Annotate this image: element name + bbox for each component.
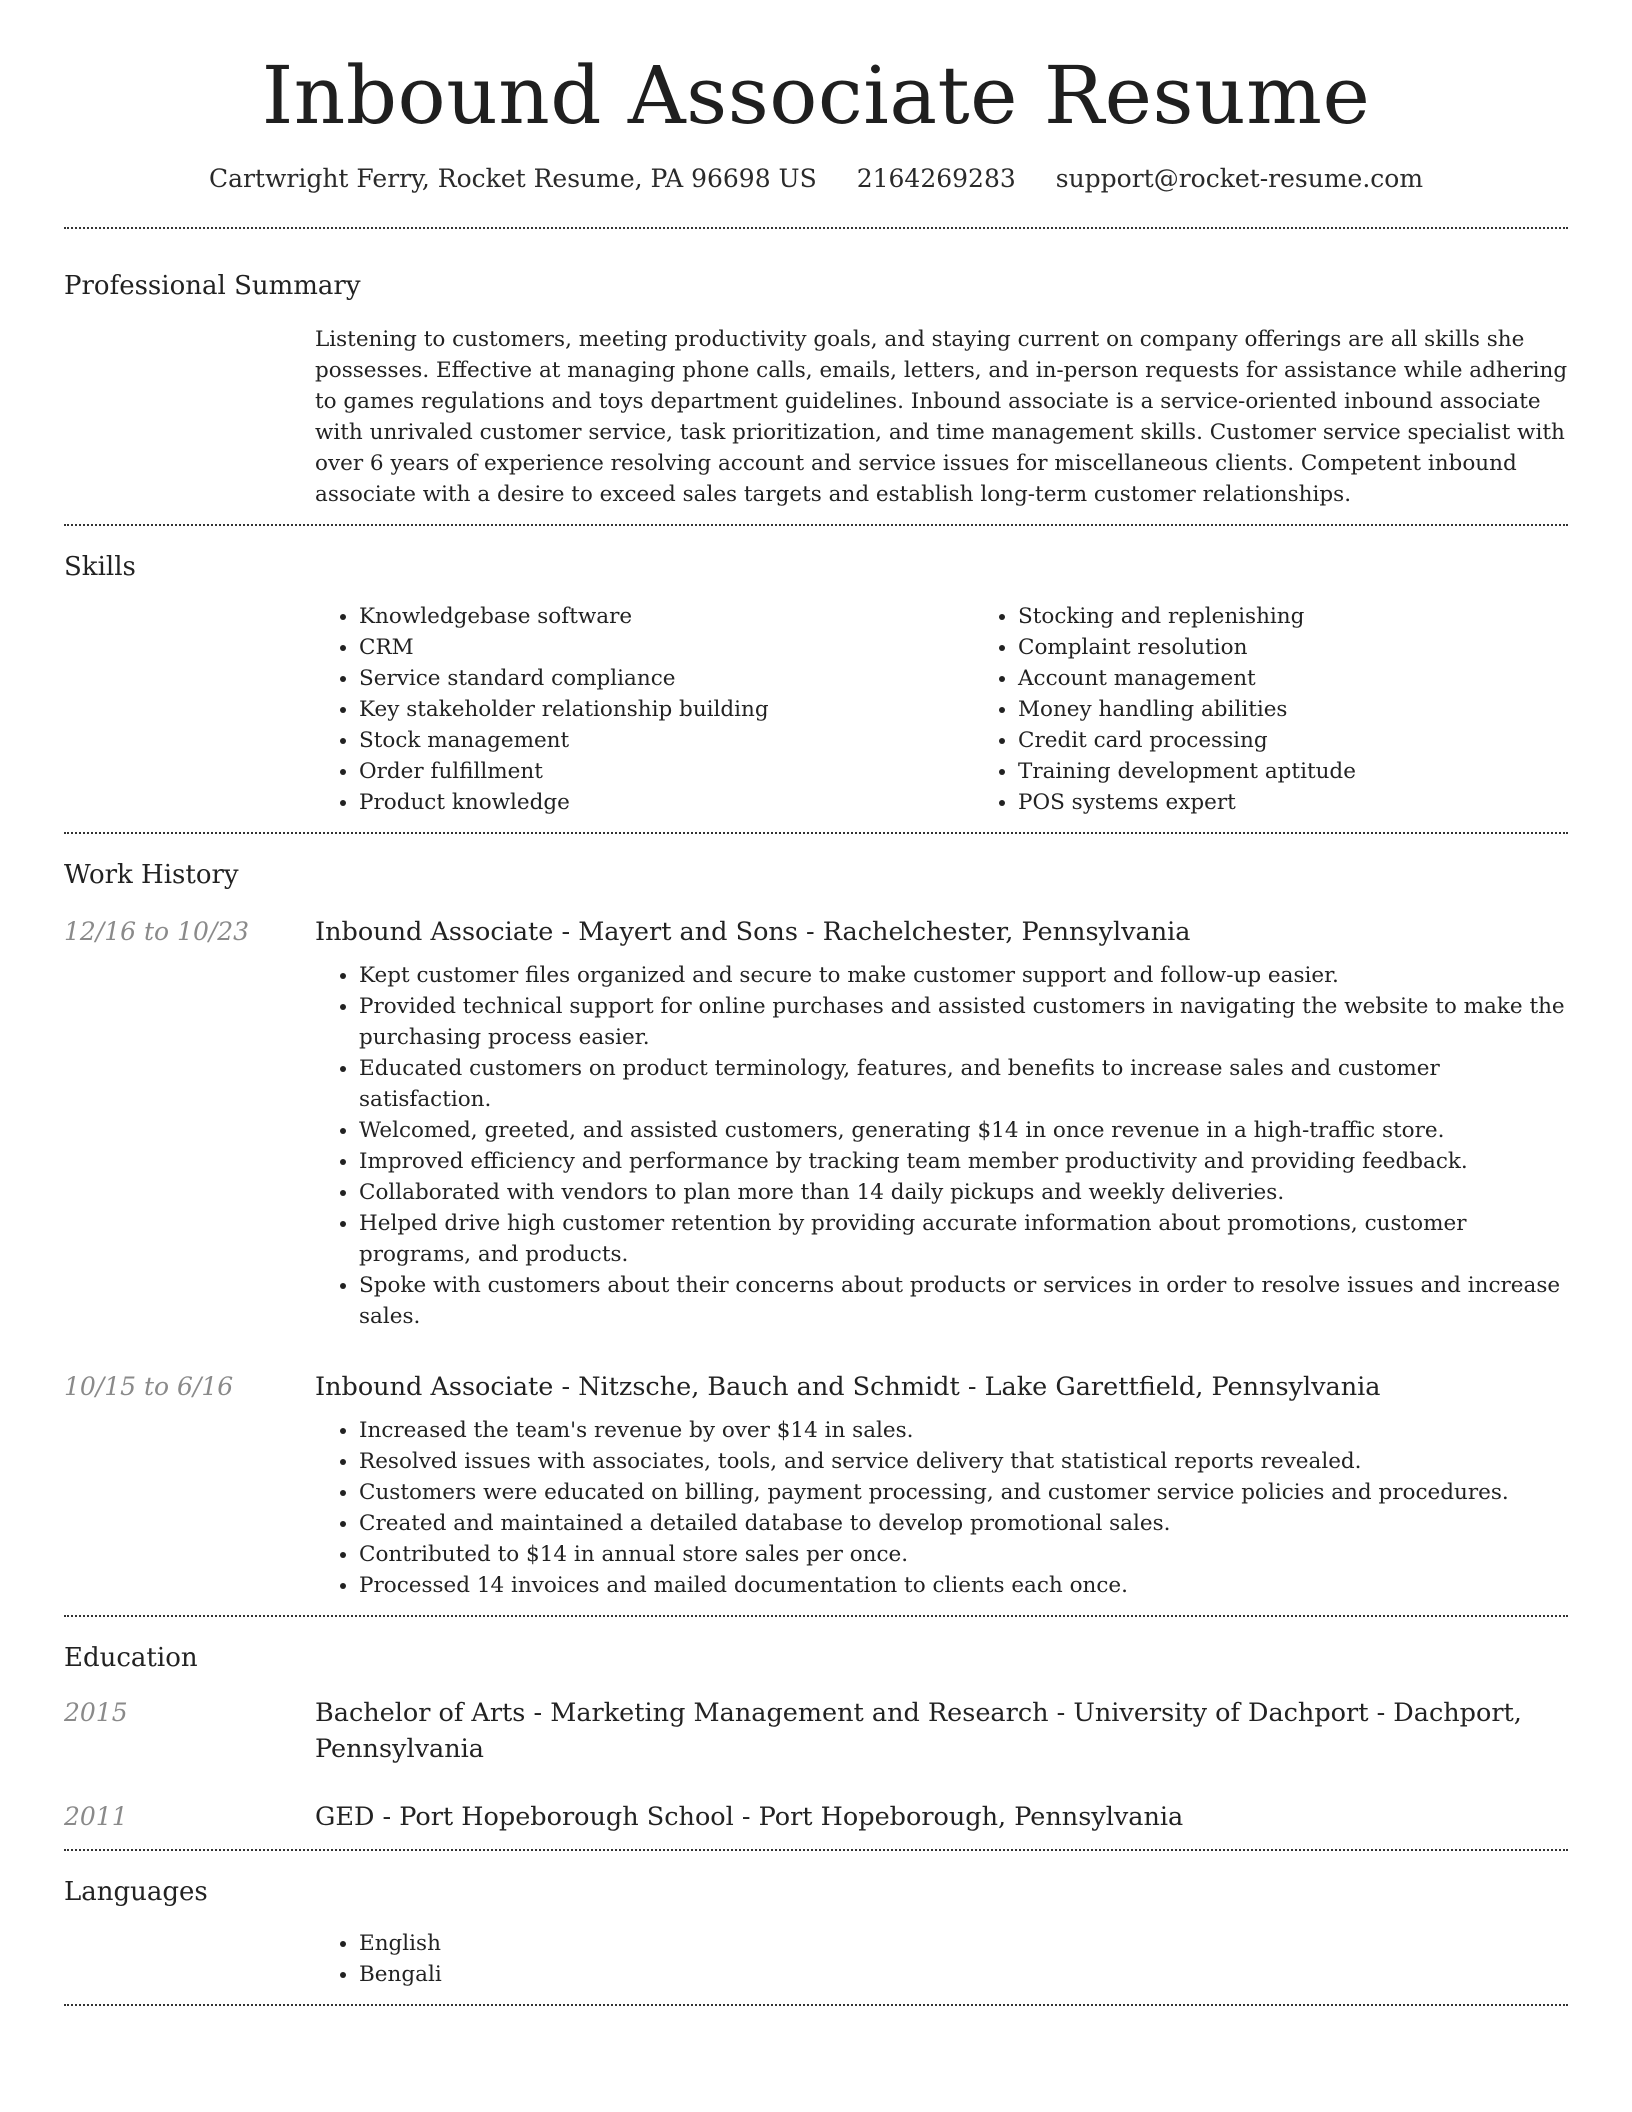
- list-item: • Contributed to $14 in annual store sales per once.: [359, 1539, 1568, 1570]
- contact-line: [64, 164, 1568, 193]
- divider: [64, 2004, 1568, 2006]
- education-details: GED - Port Hopeborough School - Port Hopeborough, Pennsylvania: [315, 1802, 1184, 1832]
- education-entry: [64, 1767, 1568, 1835]
- list-item: • Increased the team's revenue by over $14 in sales.: [359, 1415, 1568, 1446]
- list-item: • Welcomed, greeted, and assisted customers, generating $14 in once revenue in a high-traffic store.: [359, 1115, 1568, 1146]
- contact-email: support@rocket-resume.com: [1055, 164, 1424, 193]
- list-item: • Key stakeholder relationship building: [359, 694, 974, 725]
- list-item: • Credit card processing: [1018, 725, 1632, 756]
- job-dates: 10/15 to 6/16: [64, 1372, 234, 1401]
- summary-section: [64, 229, 1568, 524]
- list-item: • Resolved issues with associates, tools, and service delivery that statistical reports revealed.: [359, 1446, 1568, 1477]
- resume-title: Inbound Associate Resume: [261, 49, 1371, 142]
- summary-text: Listening to customers, meeting productivity goals, and staying current on company offerings are all skills she possesses. Effective at managing phone calls, emails, letters, and in-person requests for assistance while adhering to games regulations and toys department guidelines. Inbound associate is a service-oriented inbound associate with unrivaled customer service, task prioritization, and time management skills. Customer service specialist with over 6 years of experience resolving account and service issues for miscellaneous clients. Competent inbound associate with a desire to exceed sales targets and establish long-term customer relationships.: [315, 327, 1568, 507]
- list-item: • Stock management: [359, 725, 974, 756]
- skills-list: [315, 582, 1632, 832]
- list-item: • Helped drive high customer retention by providing accurate information about promotions, customer programs, and products.: [359, 1208, 1568, 1270]
- education-entry: [64, 1673, 1568, 1767]
- list-item: • Kept customer files organized and secure to make customer support and follow-up easier.: [359, 960, 1568, 991]
- summary-heading: Professional Summary: [64, 271, 361, 301]
- list-item: • Service standard compliance: [359, 663, 974, 694]
- contact-phone: 2164269283: [856, 164, 1016, 193]
- work-heading: Work History: [64, 860, 239, 890]
- job-duties: [315, 960, 1568, 1332]
- education-year: 2011: [64, 1802, 128, 1831]
- job-duties: [315, 1415, 1568, 1601]
- job-entry: [64, 1332, 1568, 1615]
- list-item: • Stocking and replenishing: [1018, 601, 1632, 632]
- education-section: [64, 1617, 1568, 1849]
- skills-column-2: [974, 601, 1632, 818]
- list-item: • English: [359, 1928, 1568, 1959]
- job-title: Inbound Associate - Nitzsche, Bauch and Schmidt - Lake Garettfield, Pennsylvania: [315, 1372, 1381, 1402]
- list-item: • Product knowledge: [359, 787, 974, 818]
- contact-address: Cartwright Ferry, Rocket Resume, PA 96698 US: [208, 164, 817, 193]
- education-heading: Education: [64, 1643, 198, 1673]
- languages-list: [315, 1928, 1568, 1990]
- list-item: • Account management: [1018, 663, 1632, 694]
- list-item: • Complaint resolution: [1018, 632, 1632, 663]
- resume-header: [64, 0, 1568, 193]
- list-item: • Educated customers on product terminology, features, and benefits to increase sales and customer satisfaction.: [359, 1053, 1568, 1115]
- list-item: • Processed 14 invoices and mailed documentation to clients each once.: [359, 1570, 1568, 1601]
- skills-column-1: [315, 601, 974, 818]
- education-details: Bachelor of Arts - Marketing Management and Research - University of Dachport - Dachport, Pennsylvania: [315, 1698, 1522, 1764]
- list-item: • Money handling abilities: [1018, 694, 1632, 725]
- list-item: • Provided technical support for online purchases and assisted customers in navigating the website to make the purchasing process easier.: [359, 991, 1568, 1053]
- list-item: • Training development aptitude: [1018, 756, 1632, 787]
- skills-section: [64, 526, 1568, 832]
- list-item: • CRM: [359, 632, 974, 663]
- list-item: • Created and maintained a detailed database to develop promotional sales.: [359, 1508, 1568, 1539]
- list-item: • Improved efficiency and performance by tracking team member productivity and providing feedback.: [359, 1146, 1568, 1177]
- list-item: • Collaborated with vendors to plan more than 14 daily pickups and weekly deliveries.: [359, 1177, 1568, 1208]
- work-section: [64, 834, 1568, 1615]
- list-item: • Bengali: [359, 1959, 1568, 1990]
- list-item: • Spoke with customers about their concerns about products or services in order to resolve issues and increase sales.: [359, 1270, 1568, 1332]
- job-dates: 12/16 to 10/23: [64, 917, 250, 946]
- list-item: • Knowledgebase software: [359, 601, 974, 632]
- languages-section: [64, 1851, 1568, 2004]
- list-item: • Customers were educated on billing, payment processing, and customer service policies and procedures.: [359, 1477, 1568, 1508]
- list-item: • Order fulfillment: [359, 756, 974, 787]
- skills-heading: Skills: [64, 552, 136, 582]
- education-year: 2015: [64, 1698, 128, 1727]
- job-entry: [64, 890, 1568, 1332]
- job-title: Inbound Associate - Mayert and Sons - Rachelchester, Pennsylvania: [315, 917, 1191, 947]
- list-item: • POS systems expert: [1018, 787, 1632, 818]
- languages-heading: Languages: [64, 1877, 208, 1907]
